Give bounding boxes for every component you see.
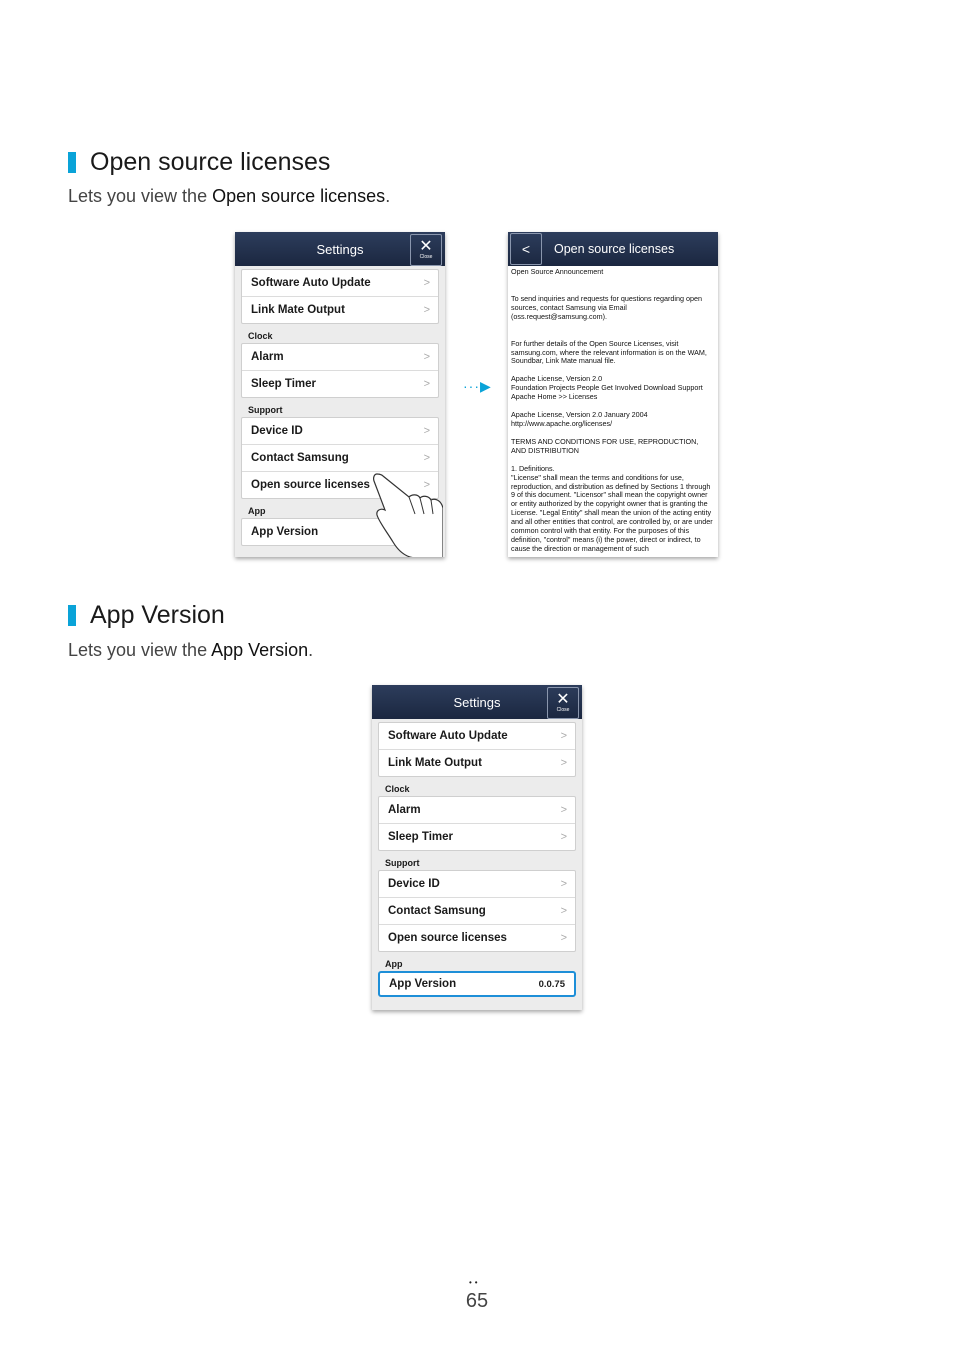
settings-group-support [378, 870, 576, 952]
back-button[interactable] [510, 233, 542, 265]
category-support: Support [385, 858, 420, 868]
page-number: 65 [465, 1290, 489, 1312]
settings-titlebar [372, 685, 582, 719]
chevron-right-icon: > [423, 479, 430, 491]
close-label: Close [556, 706, 570, 713]
chevron-right-icon: > [560, 932, 567, 944]
section-marker-icon [68, 152, 76, 173]
desc-bold: App Version [211, 640, 309, 660]
settings-item-software-auto-update[interactable] [242, 270, 438, 297]
license-paragraph: Apache License, Version 2.0 January 2004 http://www.apache.org/licenses/ [511, 410, 648, 428]
close-button[interactable] [547, 687, 579, 719]
settings-item-device-id[interactable] [242, 418, 438, 445]
item-label: App Version [389, 978, 457, 990]
section-desc-open-source [68, 186, 390, 207]
item-label: Device ID [251, 425, 303, 437]
app-version-value: 0.0.75 [538, 978, 565, 990]
settings-group-app [378, 971, 576, 997]
section-title-open-source [68, 148, 330, 177]
settings-item-contact-samsung[interactable] [379, 898, 575, 925]
arrow-right-icon: ···▶ [463, 378, 492, 394]
chevron-right-icon: > [423, 351, 430, 363]
desc-prefix: Lets you view the [68, 186, 213, 206]
category-clock: Clock [385, 784, 410, 794]
license-paragraph: 1. Definitions. "License" shall mean the terms and conditions for use, reproduction, and distribution as defined by Sections 1 through 9 of this document. "Licensor" shall mean the copyright owner or entity authorized by the copyright owner that is granting the License. "Legal Entity" shall mean the union of the acting entity and all other entities that control, are controlled by, or are under common control with that entity. For the purposes of this definition, "control" means (i) the power, direct or indirect, to cause the direction or management of such [511, 463, 713, 553]
item-label: Device ID [388, 878, 440, 890]
settings-item-app-version[interactable] [378, 971, 576, 997]
item-label: Open source licenses [251, 479, 370, 491]
license-paragraph: To send inquiries and requests for questions regarding open sources, contact Samsung via Email (oss.request@samsung.com). [511, 293, 702, 321]
settings-item-device-id[interactable] [379, 871, 575, 898]
settings-item-sleep-timer[interactable] [379, 824, 575, 850]
close-button[interactable] [410, 234, 442, 266]
settings-group-top [241, 269, 439, 324]
settings-screen-1 [235, 232, 445, 557]
chevron-right-icon: > [560, 905, 567, 917]
item-label: Sleep Timer [251, 378, 316, 390]
section-marker-icon [68, 605, 76, 626]
settings-item-contact-samsung[interactable] [242, 445, 438, 472]
settings-group-clock [378, 796, 576, 851]
item-label: Link Mate Output [388, 757, 482, 769]
chevron-right-icon: > [560, 831, 567, 843]
licenses-titlebar [508, 232, 718, 266]
chevron-right-icon: > [423, 425, 430, 437]
close-label: Close [419, 253, 433, 260]
section-title-text: App Version [90, 601, 225, 629]
desc-suffix: . [385, 186, 391, 206]
settings-item-software-auto-update[interactable] [379, 723, 575, 750]
section-title-app-version [68, 601, 225, 630]
item-label: Contact Samsung [251, 452, 349, 464]
licenses-title: Open source licenses [554, 242, 675, 256]
category-app: App [248, 506, 266, 516]
settings-item-link-mate-output[interactable] [379, 750, 575, 776]
chevron-right-icon: > [560, 878, 567, 890]
item-label: Alarm [388, 804, 421, 816]
license-paragraph: Apache License, Version 2.0 Foundation Projects People Get Involved Download Support Apache Home >> Licenses [511, 374, 703, 402]
close-icon: ✕ [556, 690, 570, 708]
hand-pointer-icon [371, 470, 443, 557]
section-title-text: Open source licenses [90, 148, 331, 176]
settings-title: Settings [453, 694, 501, 710]
licenses-screen [508, 232, 718, 557]
settings-group-clock [241, 343, 439, 398]
page-dots: •• [469, 1278, 481, 1287]
desc-prefix: Lets you view the [68, 640, 212, 660]
settings-item-sleep-timer[interactable] [242, 371, 438, 397]
license-paragraph: For further details of the Open Source Licenses, visit samsung.com, where the relevant information is on the WAM, Soundbar, Link Mate manual file. [511, 338, 707, 366]
chevron-left-icon: < [521, 241, 531, 257]
category-app: App [385, 959, 403, 969]
settings-item-alarm[interactable] [379, 797, 575, 824]
settings-item-open-source-licenses[interactable] [379, 925, 575, 951]
section-desc-app-version [68, 640, 313, 661]
settings-item-alarm[interactable] [242, 344, 438, 371]
item-label: Software Auto Update [251, 277, 371, 289]
license-paragraph: TERMS AND CONDITIONS FOR USE, REPRODUCTION, AND DISTRIBUTION [511, 436, 699, 455]
chevron-right-icon: > [560, 804, 567, 816]
desc-bold: Open source licenses [212, 186, 386, 206]
category-clock: Clock [248, 331, 273, 341]
item-label: Sleep Timer [388, 831, 453, 843]
settings-item-link-mate-output[interactable] [242, 297, 438, 323]
chevron-right-icon: > [423, 378, 430, 390]
item-label: Contact Samsung [388, 905, 486, 917]
settings-title: Settings [316, 241, 364, 257]
desc-suffix: . [308, 640, 314, 660]
item-label: Open source licenses [388, 932, 507, 944]
close-icon: ✕ [419, 237, 433, 255]
settings-titlebar [235, 232, 445, 266]
chevron-right-icon: > [423, 452, 430, 464]
chevron-right-icon: > [423, 304, 430, 316]
settings-group-top [378, 722, 576, 777]
category-support: Support [248, 405, 283, 415]
chevron-right-icon: > [423, 277, 430, 289]
licenses-text [508, 266, 718, 557]
item-label: Software Auto Update [388, 730, 508, 742]
settings-screen-2 [372, 685, 582, 1010]
item-label: Alarm [251, 351, 284, 363]
item-label: App Version [251, 526, 319, 538]
license-paragraph: Open Source Announcement [511, 267, 604, 276]
chevron-right-icon: > [560, 757, 567, 769]
chevron-right-icon: > [560, 730, 567, 742]
item-label: Link Mate Output [251, 304, 345, 316]
